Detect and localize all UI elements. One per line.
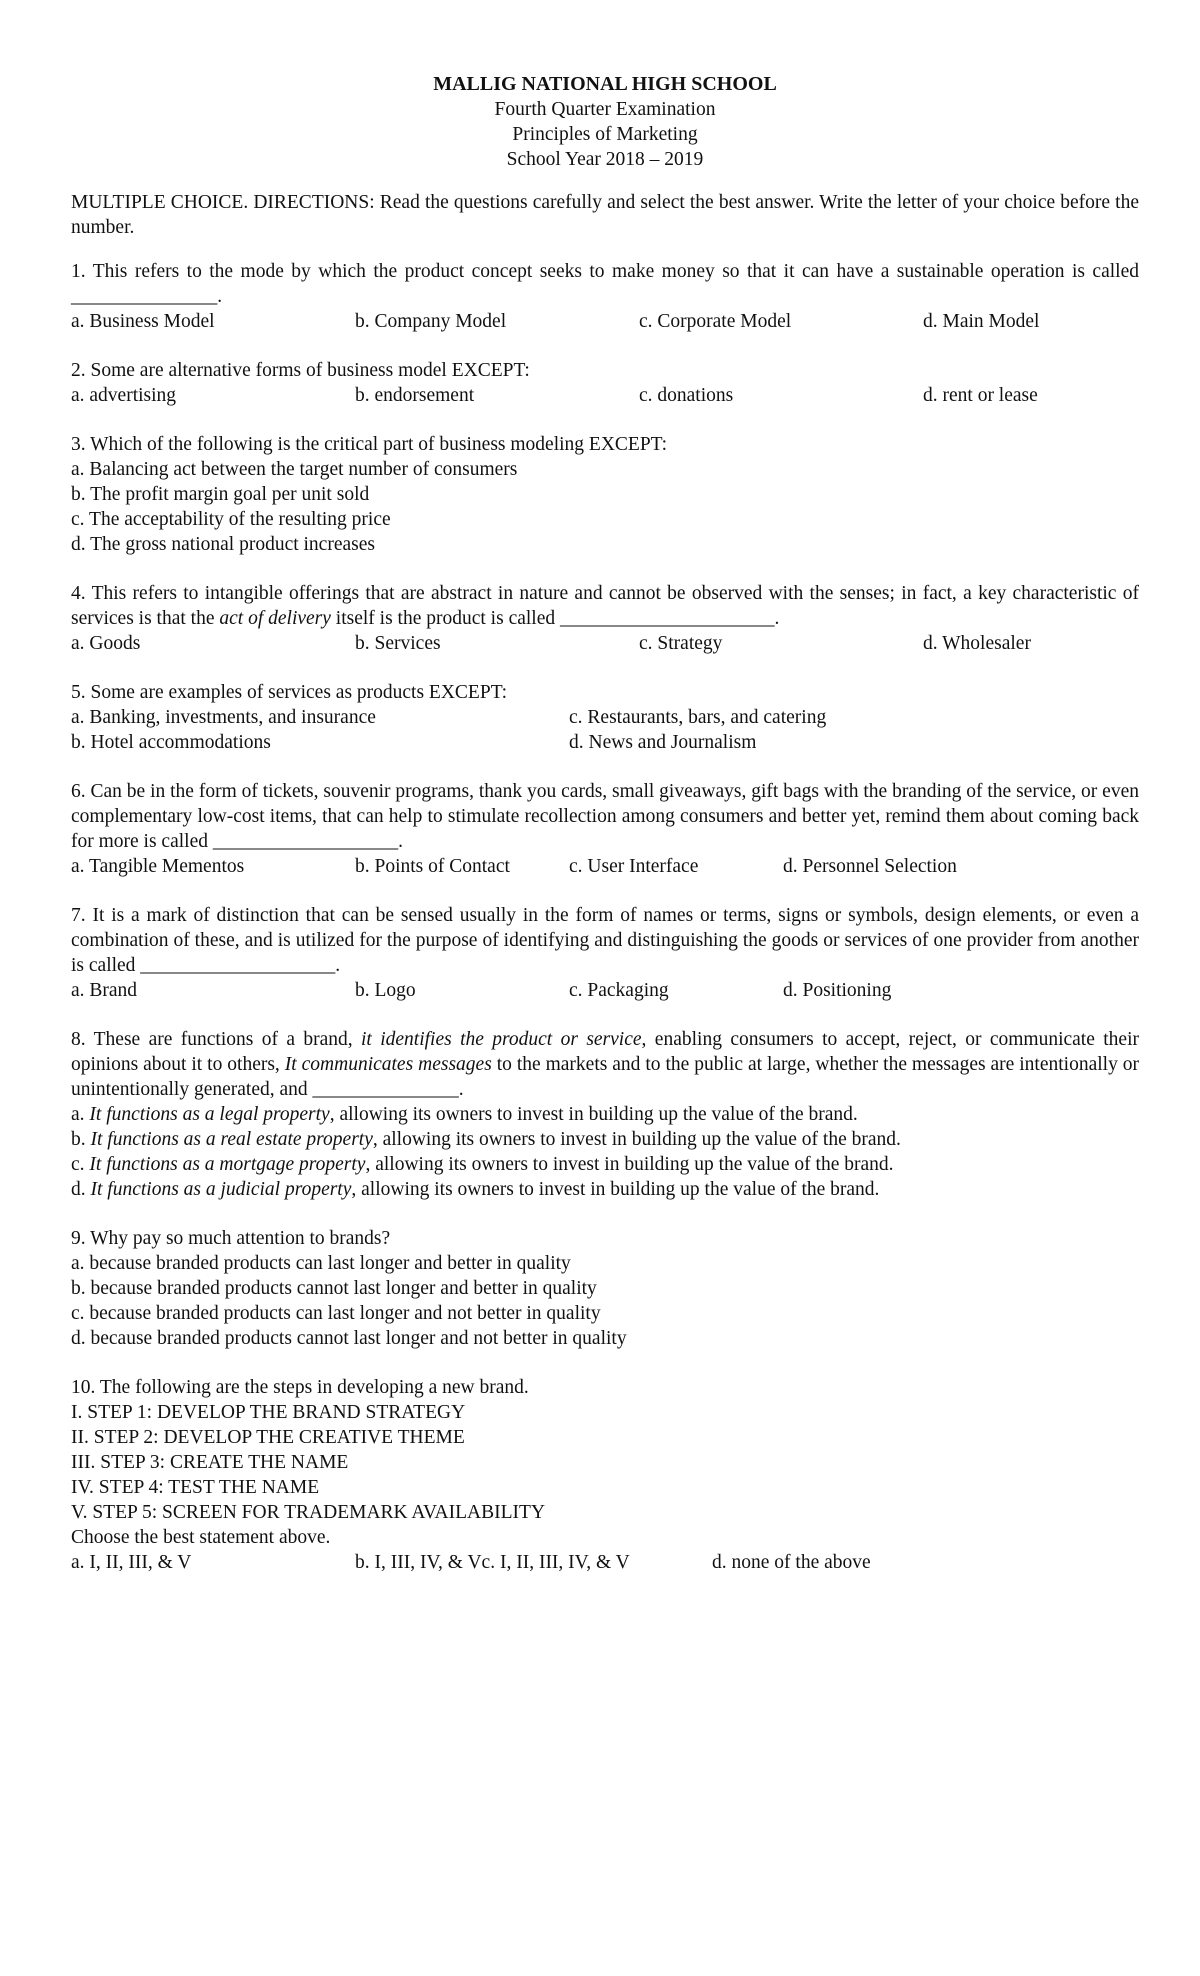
question-7 (71, 903, 1139, 1003)
stem-emphasis: act of delivery (219, 608, 331, 629)
option-b (71, 1127, 1139, 1152)
option-emphasis: It functions as a mortgage property (89, 1154, 366, 1175)
stem-emphasis: It communicates messages (284, 1054, 492, 1075)
option-c: c. because branded products can last longer and not better in quality (71, 1303, 601, 1324)
options-row (71, 631, 1139, 656)
option-a (71, 1102, 1139, 1127)
option-d: d. rent or lease (923, 385, 1038, 406)
option-b: b. Logo (355, 980, 416, 1001)
question-stem: 7. It is a mark of distinction that can be sensed usually in the form of names or terms, signs or symbols, design elements, or even a combination of these, and is utilized for the purpose of identifying and distinguishing the goods or services of one provider from another is called ____________________. (71, 905, 1139, 976)
options-row (71, 1550, 1139, 1575)
option-b: b. The profit margin goal per unit sold (71, 484, 370, 505)
option-b: b. because branded products cannot last longer and better in quality (71, 1278, 597, 1299)
option-a: a. Business Model (71, 311, 215, 332)
question-8 (71, 1027, 1139, 1202)
option-c: c. Corporate Model (639, 311, 792, 332)
option-letter: d. (71, 1179, 91, 1200)
option-b-c: b. I, III, IV, & Vc. I, II, III, IV, & V (355, 1552, 630, 1573)
school-name: MALLIG NATIONAL HIGH SCHOOL (433, 73, 777, 95)
question-stem: 2. Some are alternative forms of business model EXCEPT: (71, 360, 530, 381)
question-stem: 5. Some are examples of services as products EXCEPT: (71, 682, 508, 703)
option-emphasis: It functions as a real estate property (90, 1129, 373, 1150)
stem-emphasis: it identifies the product or service (361, 1029, 642, 1050)
step-4: IV. STEP 4: TEST THE NAME (71, 1477, 320, 1498)
option-b: b. Services (355, 633, 441, 654)
option-d: d. Positioning (783, 980, 892, 1001)
options-row (71, 854, 1139, 879)
option-d (71, 1177, 1139, 1202)
stem-text: 8. These are functions of a brand, (71, 1029, 362, 1050)
question-4 (71, 581, 1139, 656)
option-letter: c. (71, 1154, 90, 1175)
exam-content (71, 72, 1139, 1599)
option-a: a. Brand (71, 980, 138, 1001)
option-c: c. Restaurants, bars, and catering (569, 707, 827, 728)
option-text: , allowing its owners to invest in building up the value of the brand. (329, 1104, 858, 1125)
step-5: V. STEP 5: SCREEN FOR TRADEMARK AVAILABILITY (71, 1502, 546, 1523)
stem-text: to the markets and to the public at large, whether the messages are intentionally or unintentionally generated, and _______________. (71, 1054, 1140, 1100)
option-a: a. because branded products can last longer and better in quality (71, 1253, 571, 1274)
option-d: d. The gross national product increases (71, 534, 375, 555)
options-grid (71, 705, 1139, 755)
option-a: a. I, II, III, & V (71, 1552, 192, 1573)
option-text: , allowing its owners to invest in building up the value of the brand. (372, 1129, 901, 1150)
question-2 (71, 358, 1139, 408)
step-1: I. STEP 1: DEVELOP THE BRAND STRATEGY (71, 1402, 466, 1423)
option-emphasis: It functions as a legal property (89, 1104, 330, 1125)
option-d: d. none of the above (712, 1552, 871, 1573)
stem-text: itself is the product is called ______________________. (330, 608, 780, 629)
question-stem: 3. Which of the following is the critical part of business modeling EXCEPT: (71, 434, 668, 455)
option-d: d. Wholesaler (923, 633, 1031, 654)
question-9 (71, 1226, 1139, 1351)
question-3 (71, 432, 1139, 557)
option-a: a. Tangible Mementos (71, 856, 245, 877)
option-a: a. advertising (71, 385, 177, 406)
question-stem: 10. The following are the steps in developing a new brand. (71, 1377, 529, 1398)
options-row (71, 383, 1139, 408)
option-d: d. because branded products cannot last longer and not better in quality (71, 1328, 627, 1349)
option-text: , allowing its owners to invest in building up the value of the brand. (351, 1179, 880, 1200)
question-stem: 9. Why pay so much attention to brands? (71, 1228, 391, 1249)
exam-header (71, 72, 1139, 172)
question-prompt: Choose the best statement above. (71, 1527, 331, 1548)
directions: MULTIPLE CHOICE. DIRECTIONS: Read the questions carefully and select the best answer. Write the letter of your choice before the number. (71, 192, 1139, 238)
options-row (71, 978, 1139, 1003)
option-c (71, 1152, 1139, 1177)
options-row (71, 309, 1139, 334)
option-letter: b. (71, 1129, 91, 1150)
option-a: a. Banking, investments, and insurance (71, 707, 376, 728)
option-b: b. Company Model (355, 311, 507, 332)
option-text: , allowing its owners to invest in building up the value of the brand. (365, 1154, 894, 1175)
question-stem (71, 1027, 1139, 1102)
option-a: a. Goods (71, 633, 141, 654)
question-10 (71, 1375, 1139, 1575)
school-year: School Year 2018 – 2019 (506, 149, 704, 170)
option-d: d. News and Journalism (569, 732, 757, 753)
option-b: b. Hotel accommodations (71, 732, 271, 753)
option-c: c. Packaging (569, 980, 669, 1001)
step-2: II. STEP 2: DEVELOP THE CREATIVE THEME (71, 1427, 465, 1448)
question-stem: 1. This refers to the mode by which the product concept seeks to make money so that it can have a sustainable operation is called _______________. (71, 261, 1139, 307)
question-6 (71, 779, 1139, 879)
question-stem: 6. Can be in the form of tickets, souvenir programs, thank you cards, small giveaways, gift bags with the branding of the service, or even complementary low-cost items, that can help to stimulate recollection among consumers and better yet, remind them about coming back for more is called ___________________. (71, 781, 1139, 852)
option-d: d. Personnel Selection (783, 856, 957, 877)
options-column-right (569, 705, 1067, 755)
question-1 (71, 259, 1139, 334)
option-b: b. Points of Contact (355, 856, 510, 877)
option-c: c. User Interface (569, 856, 699, 877)
options-column-left (71, 705, 569, 755)
option-a: a. Balancing act between the target number of consumers (71, 459, 518, 480)
question-stem (71, 581, 1139, 631)
stem-text: , enabling consumers to accept, reject, or communicate their opinions about it to others, (71, 1029, 1139, 1075)
question-5 (71, 680, 1139, 755)
option-d: d. Main Model (923, 311, 1040, 332)
subject-title: Principles of Marketing (512, 124, 698, 145)
option-c: c. donations (639, 385, 734, 406)
option-letter: a. (71, 1104, 90, 1125)
stem-text: 4. This refers to intangible offerings that are abstract in nature and cannot be observed with the senses; in fact, a key characteristic of services is that the (71, 583, 1139, 629)
step-3: III. STEP 3: CREATE THE NAME (71, 1452, 349, 1473)
option-c: c. Strategy (639, 633, 723, 654)
option-emphasis: It functions as a judicial property (90, 1179, 352, 1200)
exam-title: Fourth Quarter Examination (494, 99, 716, 120)
option-c: c. The acceptability of the resulting price (71, 509, 391, 530)
option-b: b. endorsement (355, 385, 475, 406)
